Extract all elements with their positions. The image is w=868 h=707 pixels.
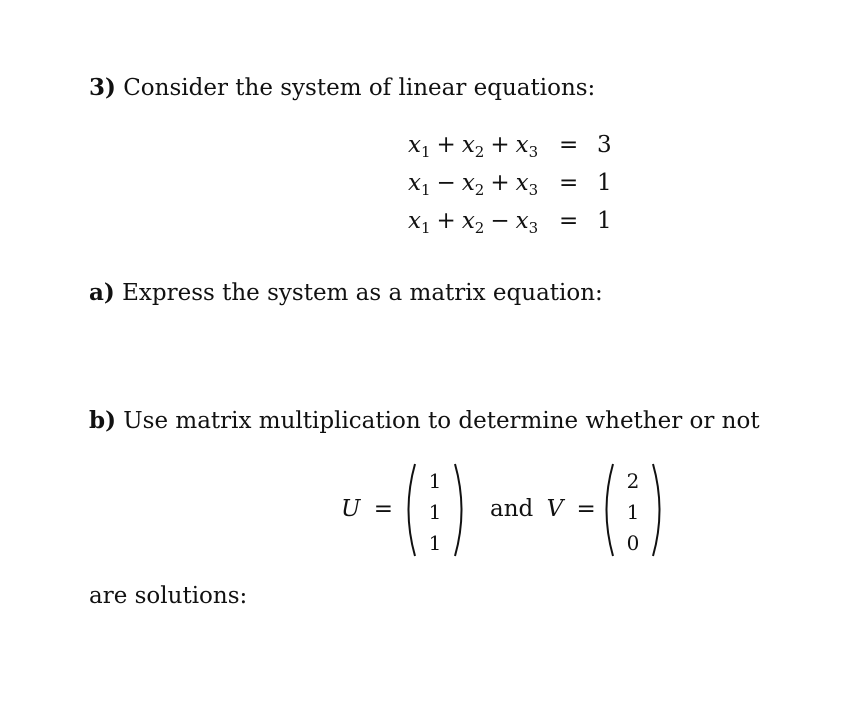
vector-v-label (490, 494, 596, 524)
vector-entry: 1 (428, 469, 442, 493)
vector-u-entries (423, 466, 447, 559)
vector-u-equals: = (373, 496, 393, 522)
part-b-label: b) (89, 407, 116, 434)
question-intro: Consider the system of linear equations: (123, 75, 596, 101)
right-paren (648, 462, 668, 558)
vector-v-entries (621, 466, 645, 559)
left-paren (400, 462, 420, 558)
equation-rhs: 3 (597, 132, 612, 158)
vector-entry: 2 (626, 469, 640, 493)
equation-row-2 (408, 168, 628, 198)
equation-lhs: $x_1 + x_2 + x_3$ (408, 132, 539, 161)
equation-row-3 (408, 206, 628, 236)
equation-row-1 (408, 130, 628, 160)
equals-sign: = (559, 132, 579, 158)
right-paren (450, 462, 470, 558)
vector-entry: 1 (626, 500, 640, 524)
vector-entry: 0 (626, 531, 640, 555)
vector-entry: 1 (428, 531, 442, 555)
vector-entry: 1 (428, 500, 442, 524)
part-b (89, 407, 760, 435)
closing-text: are solutions: (89, 583, 248, 609)
part-a-text: Express the system as a matrix equation: (122, 280, 603, 306)
vector-v-name: V (546, 496, 564, 522)
left-paren (598, 462, 618, 558)
equation-lhs: $x_1 + x_2 - x_3$ (408, 208, 539, 237)
connector-text: and (490, 496, 534, 522)
vector-u-name: U (341, 496, 361, 522)
vector-v-equals: = (576, 496, 596, 522)
equals-sign: = (559, 170, 579, 196)
part-b-text: Use matrix multiplication to determine whether or not (123, 408, 760, 434)
question-number: 3) (89, 74, 116, 101)
equation-rhs: 1 (597, 170, 612, 196)
equation-rhs: 1 (597, 208, 612, 234)
question-header (89, 74, 595, 102)
vector-u-label (341, 494, 393, 524)
vector-v (598, 462, 668, 558)
part-a (89, 279, 603, 307)
part-a-label: a) (89, 279, 115, 306)
equals-sign: = (559, 208, 579, 234)
vector-u (400, 462, 470, 558)
equation-lhs: $x_1 - x_2 + x_3$ (408, 170, 539, 199)
